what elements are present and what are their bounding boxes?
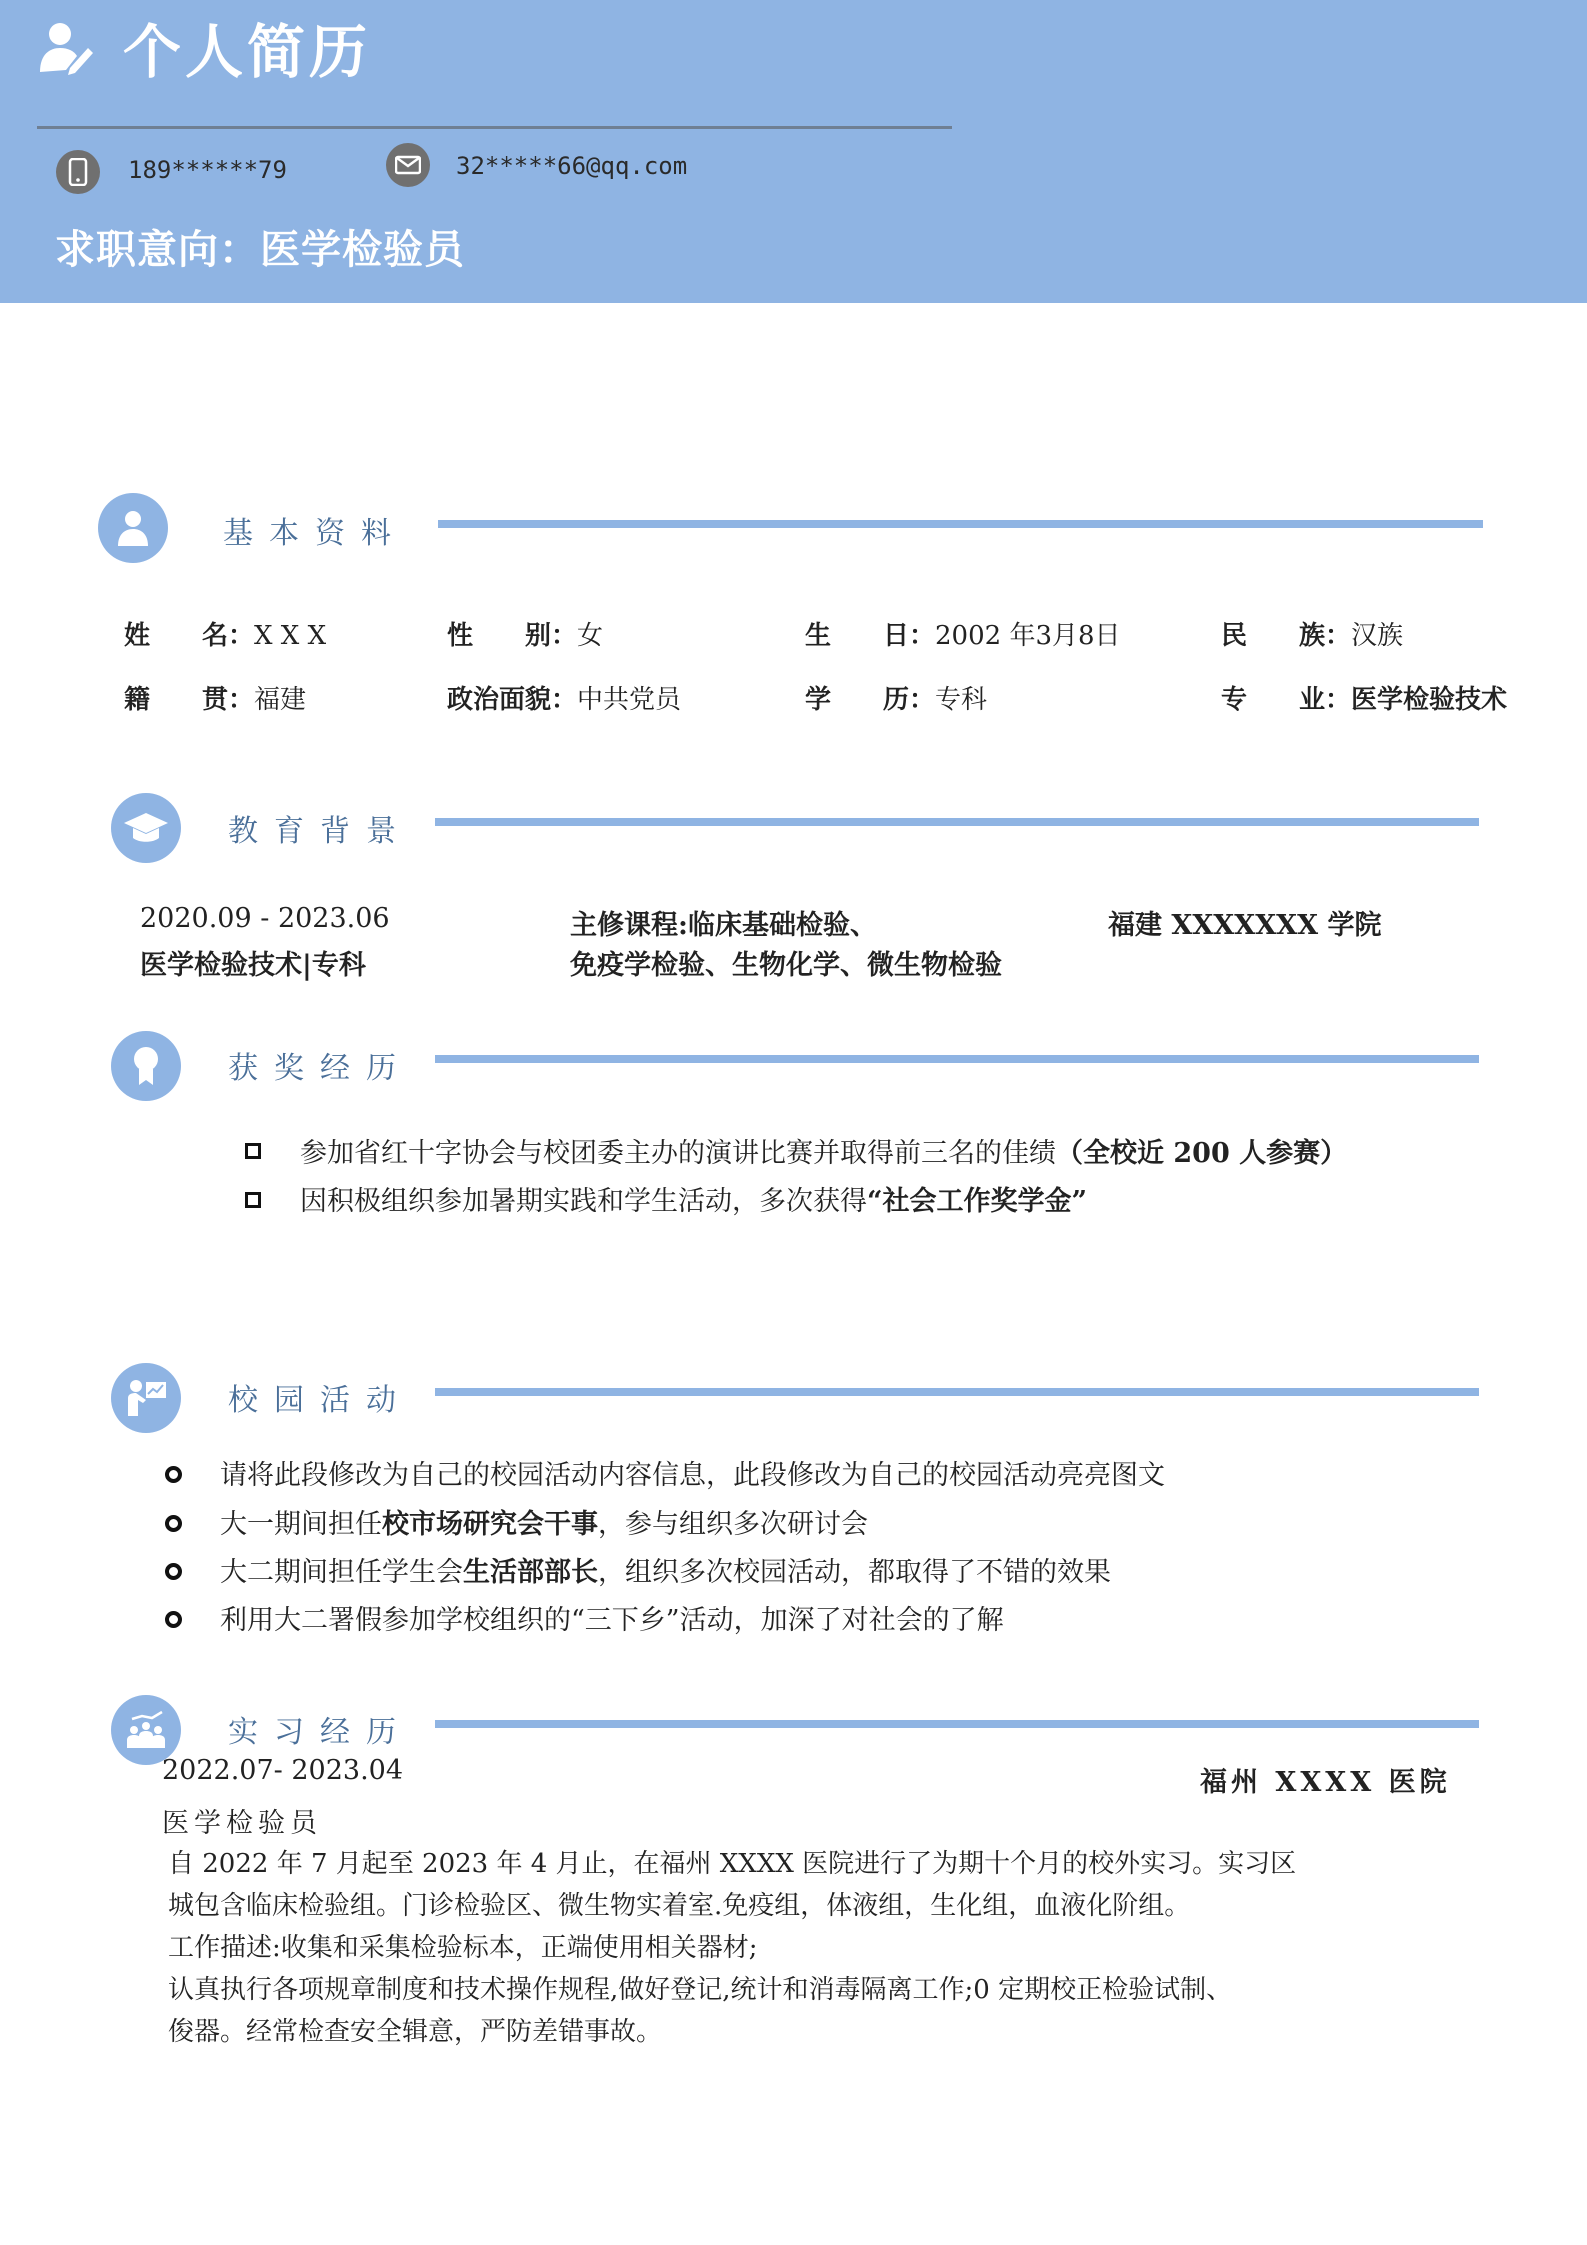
intern-desc-line5: 俊器。经常检查安全辑意，严防差错事故。 xyxy=(168,2017,663,2047)
bullet-circle xyxy=(165,1515,182,1532)
intern-period: 2022.07- 2023.04 xyxy=(162,1755,404,1786)
campus-item-4: 利用大二署假参加学校组织的“三下乡”活动，加深了对社会的了解 xyxy=(220,1605,1004,1636)
phone-text: 189******79 xyxy=(128,156,287,184)
mail-icon xyxy=(386,143,430,187)
section-title-education: 教育背景 xyxy=(228,814,412,849)
intern-desc-line2: 城包含临床检验组。门诊检验区、微生物实着室.免疫组，体液组，生化组，血液化阶组。 xyxy=(168,1891,1191,1921)
section-title-campus: 校园活动 xyxy=(228,1383,412,1418)
phone-icon xyxy=(56,150,100,194)
bullet-circle xyxy=(165,1611,182,1628)
intern-desc-line1: 自 2022 年 7 月起至 2023 年 4 月止，在福州 XXXX 医院进行了为期十个月的校外实习。实习区 xyxy=(168,1849,1297,1879)
job-intent: 求职意向：医学检验员 xyxy=(55,227,465,273)
award-item-1: 参加省红十字协会与校团委主办的演讲比赛并取得前三名的佳绩（全校近 200 人参赛） xyxy=(300,1138,1348,1169)
campus-item-2: 大一期间担任校市场研究会干事，参与组织多次研讨会 xyxy=(220,1509,868,1540)
bullet-square xyxy=(245,1143,261,1159)
intern-hospital: 福州 XXXX 医院 xyxy=(1200,1767,1451,1798)
education-courses-line1: 主修课程:临床基础检验、 xyxy=(570,910,877,941)
award-item-2: 因积极组织参加暑期实践和学生活动，多次获得“社会工作奖学金” xyxy=(300,1186,1088,1217)
intern-desc-line3: 工作描述:收集和采集检验标本，正端使用相关器材; xyxy=(168,1933,758,1963)
intern-desc-line4: 认真执行各项规章制度和技术操作规程,做好登记,统计和消毒隔离工作;0 定期校正检验试制、 xyxy=(168,1975,1233,2005)
header-divider xyxy=(37,126,952,129)
award-ribbon-icon xyxy=(111,1031,181,1101)
field-political: 政治面貌：中共党员 xyxy=(447,685,682,715)
education-period: 2020.09 - 2023.06 xyxy=(140,903,390,934)
header-banner xyxy=(0,0,1587,303)
section-title-awards: 获奖经历 xyxy=(228,1051,412,1086)
resume-title: 个人简历 xyxy=(123,18,372,86)
presenter-icon xyxy=(111,1363,181,1433)
education-school: 福建 XXXXXXX 学院 xyxy=(1108,910,1382,941)
bullet-square xyxy=(245,1192,261,1208)
field-major: 专 业：医学检验技术 xyxy=(1221,685,1508,715)
intern-role: 医学检验员 xyxy=(162,1808,322,1839)
education-major-degree: 医学检验技术|专科 xyxy=(140,950,366,981)
bullet-circle xyxy=(165,1466,182,1483)
user-icon xyxy=(98,493,168,563)
section-bar-basic xyxy=(438,520,1483,528)
field-gender: 性 别：女 xyxy=(447,621,604,651)
field-ethnic: 民 族：汉族 xyxy=(1221,621,1404,651)
section-bar-education xyxy=(435,818,1479,826)
bullet-circle xyxy=(165,1563,182,1580)
user-pen-icon xyxy=(36,18,96,78)
field-birth: 生 日：2002 年3月8日 xyxy=(805,621,1121,651)
graduation-cap-icon xyxy=(111,793,181,863)
field-name: 姓 名：X X X xyxy=(124,621,327,651)
section-title-basic: 基本资料 xyxy=(223,516,407,551)
section-bar-awards xyxy=(435,1055,1479,1063)
campus-item-3: 大二期间担任学生会生活部部长，组织多次校园活动，都取得了不错的效果 xyxy=(220,1557,1111,1588)
field-native: 籍 贯：福建 xyxy=(124,685,307,715)
section-title-intern: 实习经历 xyxy=(228,1715,412,1750)
section-bar-campus xyxy=(435,1388,1479,1396)
email-text: 32*****66@qq.com xyxy=(456,152,688,180)
section-bar-intern xyxy=(435,1720,1479,1728)
campus-item-1: 请将此段修改为自己的校园活动内容信息，此段修改为自己的校园活动亮亮图文 xyxy=(220,1460,1165,1491)
field-degree: 学 历：专科 xyxy=(805,685,988,715)
education-courses-line2: 免疫学检验、生物化学、微生物检验 xyxy=(570,950,1002,981)
